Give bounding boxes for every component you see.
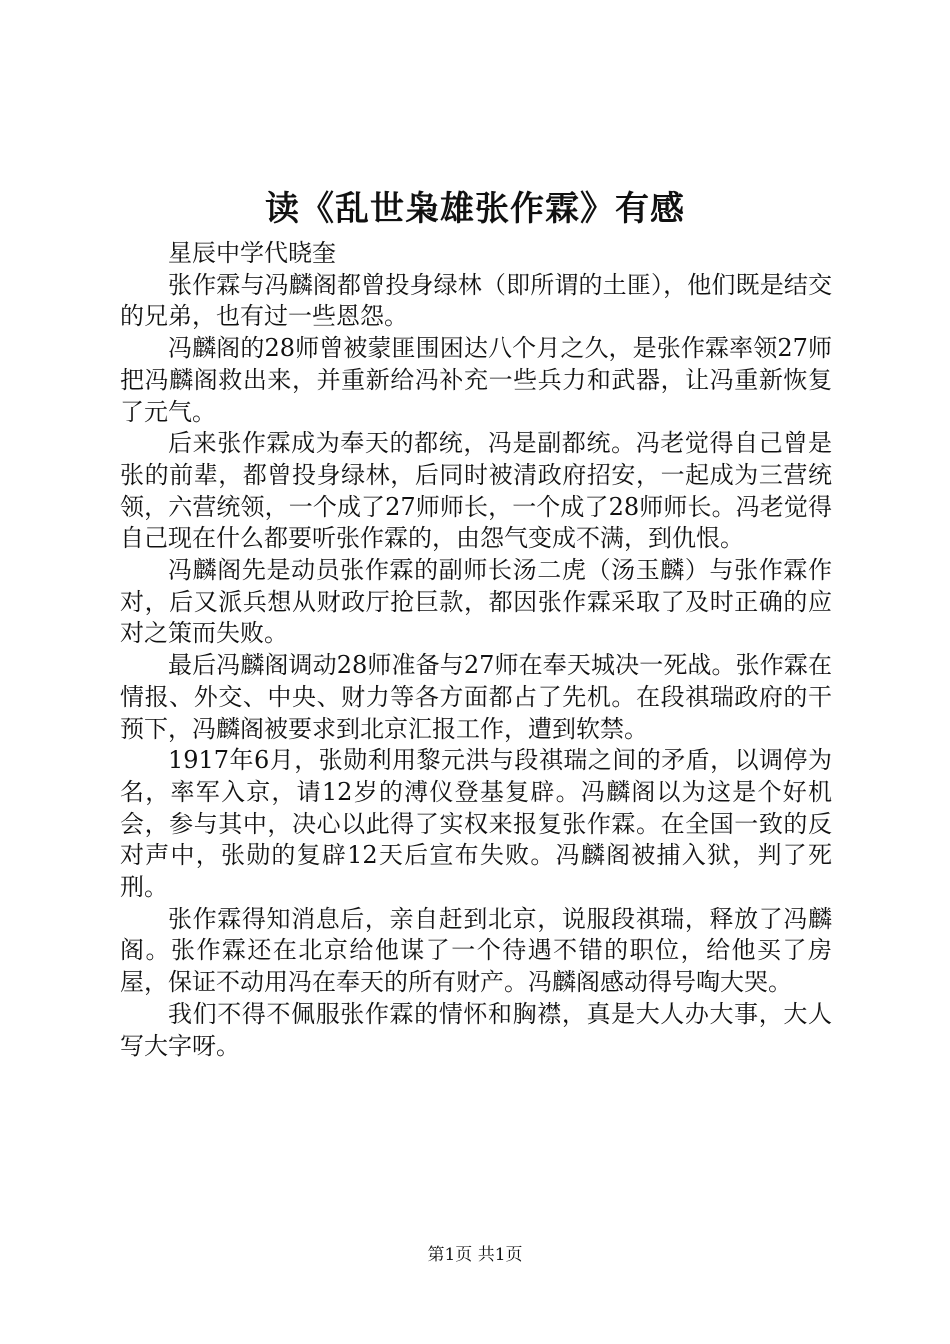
- paragraph-2: 冯麟阁的28师曾被蒙匪围困达八个月之久，是张作霖率领27师把冯麟阁救出来，并重新给冯补充一些兵力和武器，让冯重新恢复了元气。: [120, 334, 832, 426]
- paragraph-3: 后来张作霖成为奉天的都统，冯是副都统。冯老觉得自己曾是张的前辈，都曾投身绿林，后同时被清政府招安，一起成为三营统领，六营统领，一个成了27师师长，一个成了28师师长。冯老觉得自己现在什么都要听张作霖的，由怨气变成不满，到仇恨。: [120, 429, 832, 553]
- author-line: 星辰中学代晓奎: [168, 239, 336, 267]
- paragraph-7: 张作霖得知消息后，亲自赶到北京，说服段祺瑞，释放了冯麟阁。张作霖还在北京给他谋了一个待遇不错的职位，给他买了房屋，保证不动用冯在奉天的所有财产。冯麟阁感动得号啕大哭。: [120, 904, 832, 997]
- paragraph-8: 我们不得不佩服张作霖的情怀和胸襟，真是大人办大事，大人写大字呀。: [120, 999, 832, 1060]
- page-footer: 第1页 共1页: [427, 1245, 523, 1265]
- document-body: [120, 238, 832, 1062]
- paragraph-5: 最后冯麟阁调动28师准备与27师在奉天城决一死战。张作霖在情报、外交、中央、财力等各方面都占了先机。在段祺瑞政府的干预下，冯麟阁被要求到北京汇报工作，遭到软禁。: [120, 651, 832, 743]
- document-title: 读《乱世枭雄张作霖》有感: [265, 189, 685, 229]
- paragraph-6: 1917年6月，张勋利用黎元洪与段祺瑞之间的矛盾，以调停为名，率军入京，请12岁的溥仪登基复辟。冯麟阁以为这是个好机会，参与其中，决心以此得了实权来报复张作霖。在全国一致的反对声中，张勋的复辟12天后宣布失败。冯麟阁被捕入狱，判了死刑。: [120, 746, 832, 902]
- paragraph-4: 冯麟阁先是动员张作霖的副师长汤二虎（汤玉麟）与张作霖作对，后又派兵想从财政厅抢巨款，都因张作霖采取了及时正确的应对之策而失败。: [120, 556, 832, 648]
- paragraph-1: 张作霖与冯麟阁都曾投身绿林（即所谓的土匪），他们既是结交的兄弟，也有过一些恩怨。: [120, 270, 832, 331]
